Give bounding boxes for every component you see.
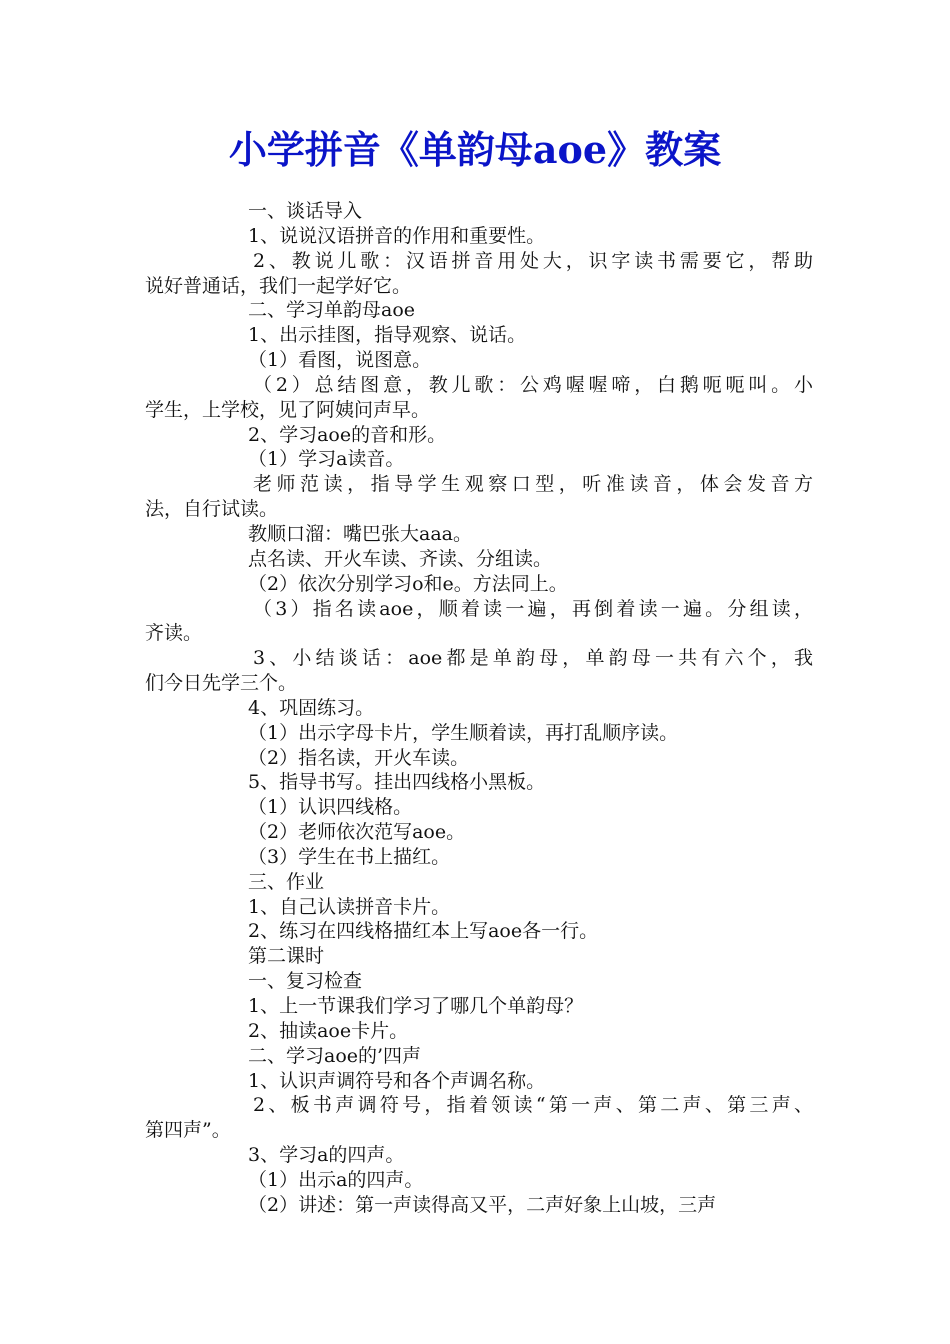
section-heading: 三、作业	[248, 870, 325, 893]
paragraph-line: （3）指名读aoe，顺着读一遍，再倒着读一遍。分组读，	[253, 597, 813, 620]
paragraph-line: 说好普通话，我们一起学好它。	[145, 274, 412, 297]
paragraph-line: （2）老师依次范写aoe。	[248, 821, 466, 844]
paragraph-line: 法，自行试读。	[145, 498, 279, 521]
paragraph-line: 们今日先学三个。	[145, 672, 298, 695]
paragraph-line: （1）出示字母卡片，学生顺着读，再打乱顺序读。	[248, 721, 679, 744]
paragraph-line: 教顺口溜：嘴巴张大aaa。	[248, 522, 472, 545]
paragraph-line: 2、教说儿歌：汉语拼音用处大，识字读书需要它，帮助	[253, 249, 813, 272]
paragraph-line: 1、出示挂图，指导观察、说话。	[248, 324, 527, 347]
section-heading: 二、学习单韵母aoe	[248, 299, 416, 322]
paragraph-line: （1）学习a读音。	[248, 448, 405, 471]
paragraph-line: 齐读。	[145, 622, 203, 645]
document-body	[145, 199, 813, 1218]
paragraph-line: （2）讲述：第一声读得高又平，二声好象上山坡，三声	[248, 1193, 717, 1216]
paragraph-line: （1）出示a的四声。	[248, 1168, 424, 1191]
paragraph-line: （1）认识四线格。	[248, 796, 413, 819]
paragraph-line: （3）学生在书上描红。	[248, 845, 451, 868]
paragraph-line: （2）指名读，开火车读。	[248, 746, 470, 769]
paragraph-line: 点名读、开火车读、齐读、分组读。	[248, 547, 553, 570]
paragraph-line: 学生，上学校，见了阿姨问声早。	[145, 398, 431, 421]
paragraph-line: 3、学习a的四声。	[248, 1144, 405, 1167]
section-heading: 第二课时	[248, 945, 325, 968]
section-heading: 二、学习aoe的’四声	[248, 1044, 422, 1067]
paragraph-line: （2）总结图意，教儿歌：公鸡喔喔啼，白鹅呃呃叫。小	[253, 373, 813, 396]
section-heading: 一、复习检查	[248, 970, 363, 993]
paragraph-line: 5、指导书写。挂出四线格小黑板。	[248, 771, 546, 794]
paragraph-line: 2、抽读aoe卡片。	[248, 1019, 409, 1042]
paragraph-line: 1、说说汉语拼音的作用和重要性。	[248, 224, 546, 247]
paragraph-line: 1、认识声调符号和各个声调名称。	[248, 1069, 546, 1092]
paragraph-line: 第四声”。	[145, 1119, 231, 1142]
paragraph-line: 4、巩固练习。	[248, 696, 375, 719]
paragraph-line: 1、自己认读拼音卡片。	[248, 895, 451, 918]
section-heading: 一、谈话导入	[248, 200, 363, 222]
paragraph-line: （2）依次分别学习o和e。方法同上。	[248, 572, 568, 595]
document-title: 小学拼音《单韵母aoe》教案	[228, 127, 722, 172]
paragraph-line: 2、练习在四线格描红本上写aoe各一行。	[248, 920, 599, 943]
paragraph-line: 3、小结谈话：aoe都是单韵母，单韵母一共有六个，我	[253, 647, 813, 670]
paragraph-line: 2、学习aoe的音和形。	[248, 423, 447, 446]
paragraph-line: 老师范读，指导学生观察口型，听准读音，体会发音方	[253, 473, 813, 496]
paragraph-line: 1、上一节课我们学习了哪几个单韵母？	[248, 995, 584, 1017]
paragraph-line: 2、板书声调符号，指着领读“第一声、第二声、第三声、	[253, 1094, 813, 1117]
paragraph-line: （1）看图，说图意。	[248, 349, 432, 372]
